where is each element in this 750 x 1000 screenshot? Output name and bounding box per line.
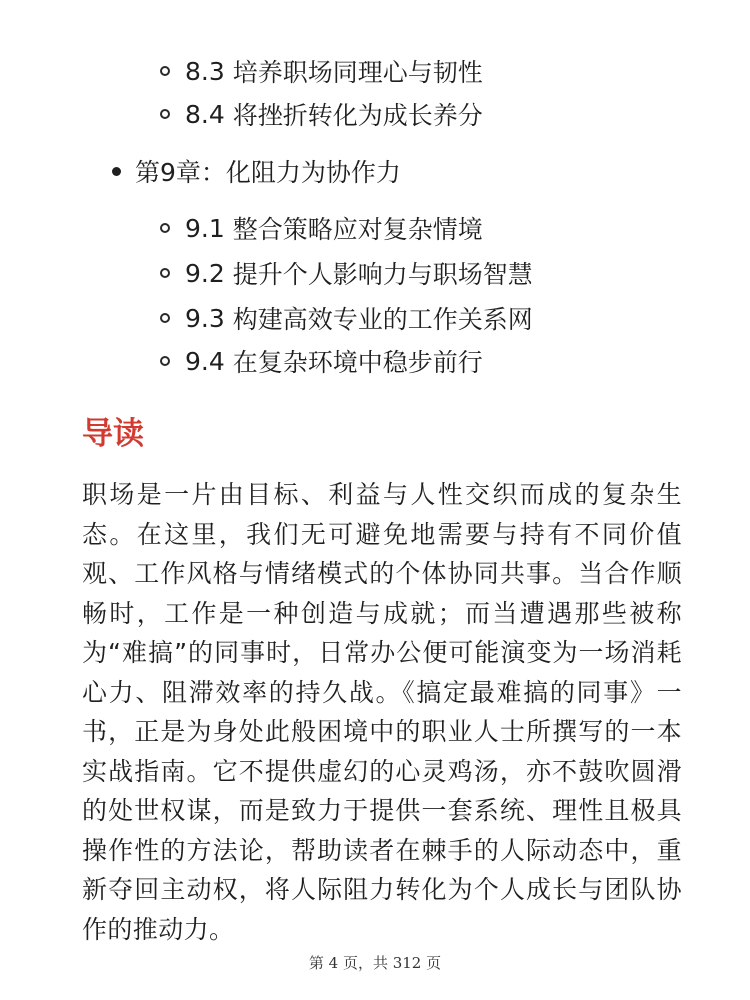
toc-item-number: 9.1 <box>185 213 225 243</box>
toc-item-8-4 <box>160 91 483 137</box>
circle-bullet-icon <box>160 223 170 233</box>
chapter-separator: ： <box>200 158 226 187</box>
toc-item-number: 8.4 <box>185 99 225 129</box>
toc-item-9-4 <box>160 338 483 384</box>
toc-item-title: 整合策略应对复杂情境 <box>232 215 483 244</box>
chapter-label: 第9章 <box>135 158 201 187</box>
page-number-footer: 第 4 页，共 312 页 <box>308 954 442 972</box>
circle-bullet-icon <box>160 109 170 119</box>
circle-bullet-icon <box>160 356 170 366</box>
toc-chapter-9 <box>112 148 401 194</box>
circle-bullet-icon <box>160 66 170 76</box>
chapter-title: 化阻力为协作力 <box>225 158 401 187</box>
toc-item-number: 8.3 <box>185 56 225 86</box>
toc-item-title: 提升个人影响力与职场智慧 <box>232 260 533 289</box>
disc-bullet-icon <box>112 167 121 176</box>
toc-item-number: 9.4 <box>185 346 225 376</box>
toc-item-title: 培养职场同理心与韧性 <box>232 58 483 87</box>
toc-item-title: 将挫折转化为成长养分 <box>232 101 483 130</box>
toc-item-9-2 <box>160 250 533 296</box>
intro-paragraph: 职场是一片由目标、利益与人性交织而成的复杂生态。在这里，我们无可避免地需要与持有不同价值观、工作风格与情绪模式的个体协同共事。当合作顺畅时，工作是一种创造与成就；而当遭遇那些被称为“难搞”的同事时，日常办公便可能演变为一场消耗心力、阻滞效率的持久战。《搞定最难搞的同事》一书，正是为身处此般困境中的职业人士所撰写的一本实战指南。它不提供虚幻的心灵鸡汤，亦不鼓吹圆滑的处世权谋，而是致力于提供一套系统、理性且极具操作性的方法论，帮助读者在棘手的人际动态中，重新夺回主动权，将人际阻力转化为个人成长与团队协作的推动力。 <box>82 480 682 944</box>
toc-item-number: 9.3 <box>185 303 225 333</box>
toc-item-9-1 <box>160 205 483 251</box>
toc-item-title: 在复杂环境中稳步前行 <box>232 348 483 377</box>
toc-item-number: 9.2 <box>185 258 225 288</box>
intro-heading: 导读 <box>82 416 144 452</box>
circle-bullet-icon <box>160 313 170 323</box>
toc-item-title: 构建高效专业的工作关系网 <box>232 305 533 334</box>
circle-bullet-icon <box>160 268 170 278</box>
toc-item-8-3 <box>160 48 483 94</box>
toc-item-9-3 <box>160 295 533 341</box>
